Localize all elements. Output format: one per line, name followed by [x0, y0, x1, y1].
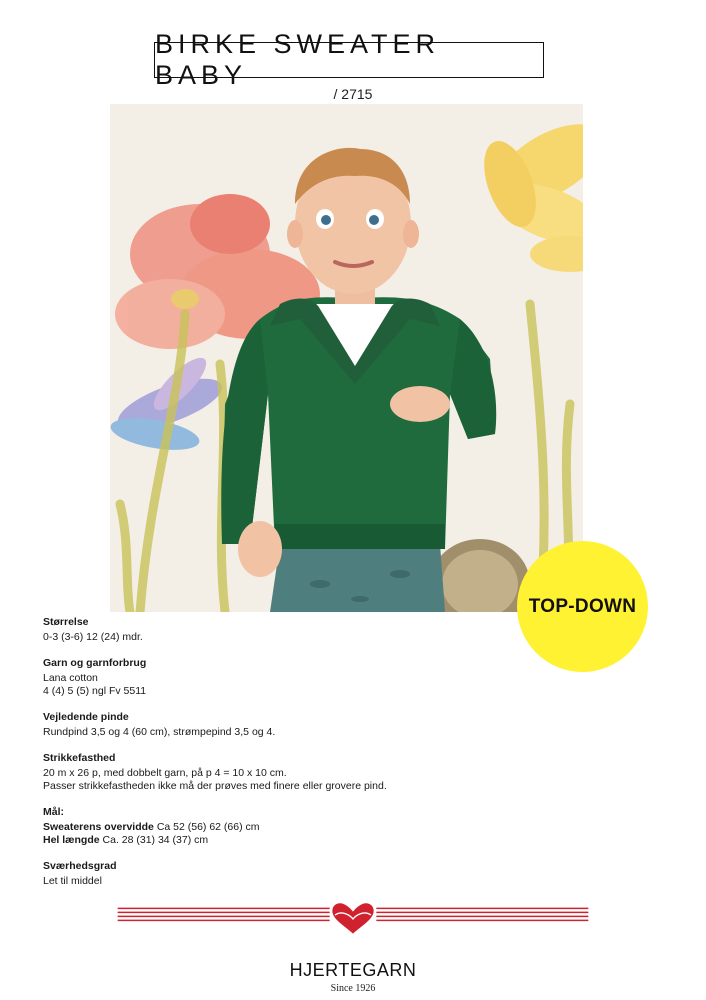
gauge-value: 20 m x 26 p, med dobbelt garn, på p 4 = 10 x 10 cm.	[43, 767, 287, 779]
yarn-heading: Garn og garnforbrug	[43, 657, 147, 669]
top-down-badge	[517, 541, 648, 672]
width-label: Sweaterens overvidde	[43, 821, 154, 833]
length-value: Ca. 28 (31) 34 (37) cm	[102, 834, 209, 846]
size-section	[43, 616, 483, 644]
width-row	[43, 821, 483, 834]
yarn-amount: 4 (4) 5 (5) ngl Fv 5511	[43, 685, 147, 697]
pattern-number: / 2715	[333, 86, 373, 102]
difficulty-heading: Sværhedsgrad	[43, 860, 117, 872]
brand-since: Since 1926	[330, 983, 376, 994]
size-value: 0-3 (3-6) 12 (24) mdr.	[43, 631, 143, 643]
needles-heading: Vejledende pinde	[43, 711, 129, 723]
width-value: Ca 52 (56) 62 (66) cm	[156, 821, 260, 833]
child-in-green-sweater-photo	[110, 104, 583, 612]
length-row	[43, 834, 483, 847]
size-heading: Størrelse	[43, 616, 89, 628]
length-label: Hel længde	[43, 834, 100, 846]
difficulty-value: Let til middel	[43, 875, 102, 887]
needles-value: Rundpind 3,5 og 4 (60 cm), strømpepind 3,5 og 4.	[43, 726, 276, 738]
gauge-section	[43, 752, 483, 793]
brand-name: HJERTEGARN	[289, 960, 417, 980]
gauge-heading: Strikkefasthed	[43, 752, 116, 764]
difficulty-section	[43, 860, 483, 888]
pattern-title	[154, 29, 544, 90]
yarn-name: Lana cotton	[43, 672, 98, 684]
pattern-info	[43, 616, 483, 901]
measurements-section	[43, 806, 483, 847]
needles-section	[43, 711, 483, 739]
top-down-badge-label: TOP-DOWN	[528, 595, 637, 617]
gauge-note: Passer strikkefastheden ikke må der prøves med finere eller grovere pind.	[43, 780, 387, 792]
measurements-heading: Mål:	[43, 806, 64, 818]
pattern-title-text: BIRKE SWEATER BABY	[155, 29, 441, 90]
footer-stripes-and-heart-logo	[0, 903, 706, 943]
yarn-section	[43, 657, 483, 698]
